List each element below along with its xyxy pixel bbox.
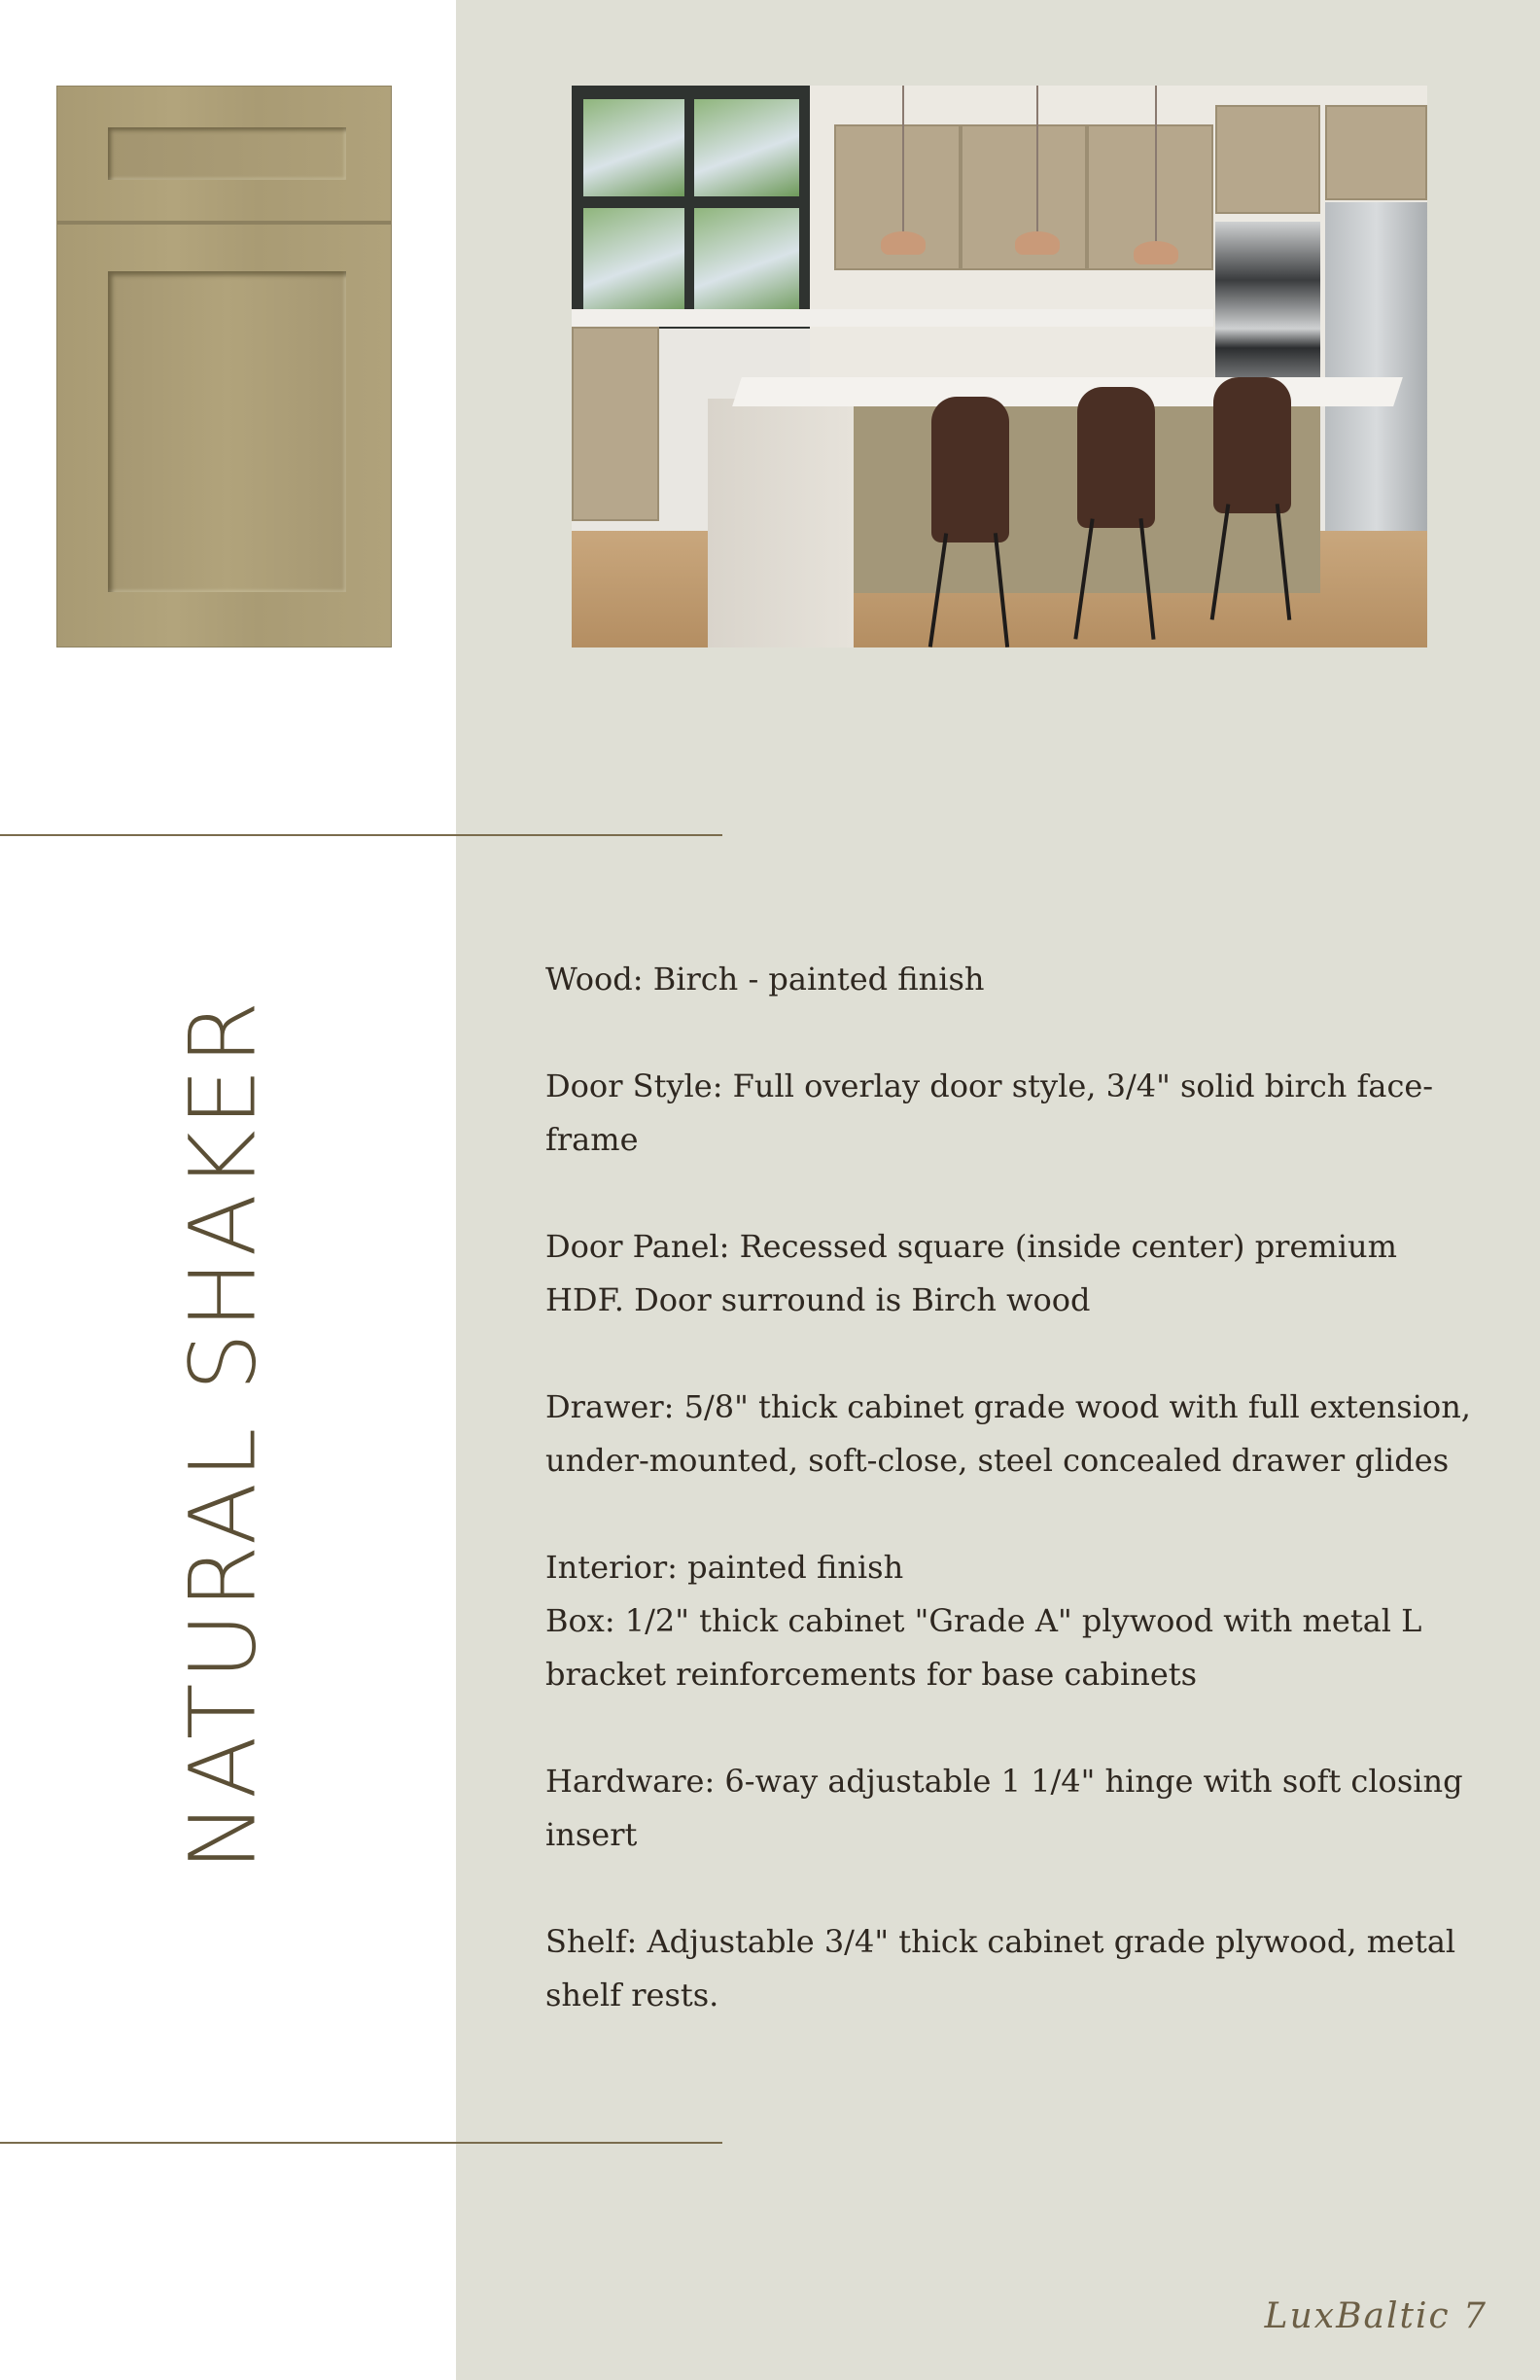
spec-door-panel: Door Panel: Recessed square (inside center) premium HDF. Door surround is Birch wood <box>545 1228 1397 1318</box>
bar-stool <box>931 397 1009 542</box>
kitchen-base-cabinet <box>572 327 659 521</box>
kitchen-island-waterfall <box>708 399 854 648</box>
divider-top <box>0 834 722 836</box>
door-sample-image <box>56 86 392 648</box>
pendant-lamp-icon <box>1015 231 1060 255</box>
spec-box: Box: 1/2" thick cabinet "Grade A" plywood with metal L bracket reinforcements for base cabinets <box>545 1602 1422 1693</box>
kitchen-window <box>572 86 810 329</box>
divider-bottom <box>0 2142 722 2144</box>
spec-interior: Interior: painted finish <box>545 1549 904 1586</box>
kitchen-island-top <box>732 377 1403 406</box>
bar-stool <box>1213 377 1291 513</box>
spec-list <box>545 953 1479 2076</box>
kitchen-upper-cabinet <box>1325 105 1427 200</box>
spec-door-style: Door Style: Full overlay door style, 3/4" solid birch face-frame <box>545 1068 1434 1158</box>
kitchen-counter <box>572 309 1213 327</box>
bar-stool <box>1077 387 1155 528</box>
kitchen-photo <box>572 86 1427 648</box>
door-sample-drawer-front <box>57 87 391 225</box>
spec-wood: Wood: Birch - painted finish <box>545 961 985 998</box>
spec-hardware: Hardware: 6-way adjustable 1 1/4" hinge with soft closing insert <box>545 1763 1463 1853</box>
pendant-lamp-icon <box>1134 241 1178 264</box>
spec-shelf: Shelf: Adjustable 3/4" thick cabinet grade plywood, metal shelf rests. <box>545 1923 1456 2013</box>
kitchen-upper-cabinet <box>1215 105 1320 214</box>
door-sample-recessed-panel <box>108 271 346 592</box>
page-title: NATURAL SHAKER <box>170 997 277 1872</box>
pendant-lamp-icon <box>881 231 926 255</box>
spec-drawer: Drawer: 5/8" thick cabinet grade wood with full extension, under-mounted, soft-close, steel concealed drawer glides <box>545 1388 1471 1479</box>
door-sample-drawer-panel <box>108 127 346 180</box>
page-footer: LuxBaltic 7 <box>1264 2296 1488 2336</box>
